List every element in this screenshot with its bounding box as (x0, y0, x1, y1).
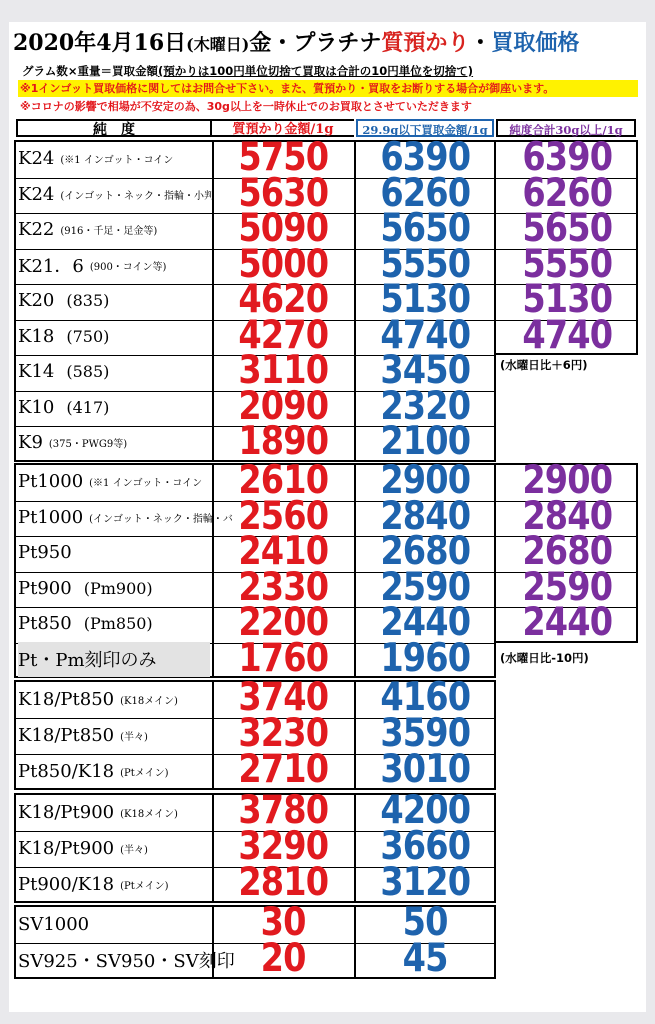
pawn-price-value: 3740 (238, 675, 328, 720)
pawn-price-value: 30 (260, 900, 306, 945)
pawn-price (213, 241, 353, 287)
purity-name: K24 (18, 183, 55, 205)
purity-label (18, 425, 210, 461)
large-buy-price (498, 600, 636, 645)
pawn-price-value: 5630 (238, 170, 328, 216)
buy-price-value: 5130 (380, 277, 470, 322)
large-buy-price (498, 206, 636, 251)
pawn-price (213, 529, 353, 574)
purity-detail: (Pm900) (83, 578, 153, 598)
purity-detail: (K18メイン) (120, 695, 178, 707)
purity-label (18, 794, 210, 830)
purity-detail: (417) (66, 397, 110, 417)
large-buy-price-value: 6390 (522, 135, 612, 180)
purity-detail: (半々) (120, 731, 148, 743)
pawn-price-value: 3780 (238, 788, 328, 833)
gold-change-memo: (水曜日比＋6円) (500, 358, 588, 372)
header-buy-small: 29.9g以下買取金額/1g (356, 119, 494, 137)
purity-name: K22 (18, 219, 55, 241)
buy-price-value: 2900 (380, 458, 470, 503)
buy-price (356, 206, 494, 251)
purity-name: K21．6 (18, 256, 84, 278)
pawn-price-value: 2560 (238, 493, 328, 539)
purity-label (18, 681, 210, 717)
pawn-price (213, 564, 353, 610)
purity-label (18, 212, 210, 248)
purity-label (18, 606, 210, 642)
large-buy-price (498, 277, 636, 322)
purity-name: K10 (18, 396, 55, 418)
large-buy-price-value: 5130 (522, 277, 612, 322)
buy-price-value: 3660 (380, 824, 470, 869)
pawn-price-value: 5090 (238, 206, 328, 251)
pawn-price (213, 936, 353, 981)
buy-price (356, 600, 494, 645)
purity-name: Pt1000 (18, 506, 84, 528)
pawn-price (213, 824, 353, 869)
purity-detail: (半々) (120, 844, 148, 856)
large-buy-price (498, 241, 636, 287)
buy-price-value: 2320 (380, 383, 470, 429)
formula-main: グラム数×重量＝買取金額 (22, 64, 159, 78)
pawn-price-value: 4270 (238, 312, 328, 358)
purity-detail: (Pm850) (83, 614, 153, 634)
buy-price (356, 348, 494, 393)
purity-label (18, 753, 210, 789)
purity-detail: (835) (66, 291, 110, 311)
purity-detail: (750) (66, 326, 110, 346)
title-weekday: (木曜日) (186, 35, 250, 54)
large-buy-price-value: 2840 (522, 493, 612, 539)
buy-price (356, 529, 494, 574)
combo900-row (16, 860, 640, 905)
purity-name: K18 (18, 325, 55, 347)
pawn-price-value: 2810 (238, 860, 328, 905)
purity-detail: (Ptメイン) (120, 880, 169, 892)
pawn-price-value: 3290 (238, 824, 328, 869)
purity-label (18, 141, 210, 177)
pawn-price (213, 600, 353, 645)
buy-price-value: 3450 (380, 348, 470, 393)
buy-price (356, 493, 494, 539)
buy-price (356, 635, 494, 681)
pawn-price (213, 348, 353, 393)
buy-price-value: 4160 (380, 675, 470, 720)
large-buy-price (498, 135, 636, 180)
buy-price (356, 458, 494, 503)
pawn-price (213, 788, 353, 833)
pawn-price (213, 493, 353, 539)
buy-price-value: 5550 (380, 241, 470, 287)
purity-label (18, 177, 215, 213)
buy-price-value: 2100 (380, 419, 470, 464)
purity-detail: (Ptメイン) (120, 767, 169, 779)
purity-name: K9 (18, 432, 43, 454)
purity-label (18, 642, 210, 678)
buy-price-value: 5650 (380, 206, 470, 251)
pawn-price-value: 20 (260, 936, 306, 981)
ingot-notice: ※1インゴット買取価格に関してはお問合せ下さい。また、質預かり・買取をお断りする場合が御座います。 (18, 80, 638, 97)
pawn-price-value: 5750 (238, 135, 328, 180)
large-buy-price (498, 312, 636, 358)
purity-detail: (※1 インゴット・コイン (60, 155, 174, 167)
page-title (13, 26, 633, 62)
purity-label (18, 464, 210, 500)
purity-name: K14 (18, 361, 55, 383)
purity-name: K18/Pt850 (18, 724, 115, 746)
purity-detail: (585) (66, 362, 110, 382)
pawn-price-value: 1760 (238, 635, 328, 681)
buy-price-value: 4740 (380, 312, 470, 358)
purity-label (18, 571, 210, 607)
large-buy-price (498, 458, 636, 503)
pawn-price (213, 711, 353, 756)
buy-price (356, 711, 494, 756)
buy-price-value: 4200 (380, 788, 470, 833)
large-buy-price (498, 564, 636, 610)
buy-price-value: 6390 (380, 135, 470, 180)
pawn-price-value: 2610 (238, 458, 328, 503)
title-date: 2020年4月16日 (13, 30, 187, 56)
purity-label (18, 390, 210, 426)
pawn-price-value: 1890 (238, 419, 328, 464)
buy-price (356, 900, 494, 945)
pawn-price (213, 135, 353, 180)
purity-name: K18/Pt900 (18, 837, 115, 859)
purity-name: Pt900/K18 (18, 873, 115, 895)
purity-detail: (K18メイン) (120, 808, 178, 820)
gold-row (16, 419, 640, 464)
pawn-price (213, 675, 353, 720)
buy-price-value: 2840 (380, 493, 470, 539)
buy-price-value: 1960 (380, 635, 470, 681)
combo850-row (16, 747, 640, 792)
purity-name: Pt850 (18, 613, 72, 635)
large-buy-price (498, 493, 636, 539)
purity-name: SV1000 (18, 913, 90, 935)
purity-label (18, 906, 210, 942)
pawn-price (213, 860, 353, 905)
pawn-price-value: 3230 (238, 711, 328, 756)
large-buy-price-value: 2590 (522, 564, 612, 610)
pawn-price (213, 383, 353, 429)
purity-label (18, 248, 210, 284)
header-buy-large: 純度合計30g以上/1g (496, 119, 636, 137)
pawn-price (213, 206, 353, 251)
large-buy-price-value: 6260 (522, 170, 612, 216)
purity-detail: (※1 インゴット・コイン (89, 478, 203, 490)
purity-detail: (900・コイン等) (89, 261, 167, 273)
buy-price (356, 936, 494, 981)
purity-detail: (インゴット・ネック・指輪・小判 (60, 190, 215, 202)
title-pawn: 質預かり (381, 30, 470, 56)
purity-name: K24 (18, 148, 55, 170)
buy-price-value: 45 (402, 936, 448, 981)
silver-row (16, 900, 640, 945)
buy-price (356, 135, 494, 180)
buy-price (356, 564, 494, 610)
pawn-price-value: 2090 (238, 383, 328, 429)
buy-price-value: 6260 (380, 170, 470, 216)
buy-price (356, 747, 494, 792)
purity-label (18, 830, 210, 866)
buy-price (356, 241, 494, 287)
large-buy-price-value: 2900 (522, 458, 612, 503)
purity-detail: (375・PWG9等) (48, 439, 128, 451)
buy-price-value: 2680 (380, 529, 470, 574)
formula-note: (預かりは100円単位切捨て買取は合計の10円単位を切捨て) (158, 64, 474, 78)
buy-price (356, 170, 494, 216)
purity-detail: (916・千足・足金等) (60, 226, 158, 238)
header-purity: 純 度 (16, 119, 212, 137)
pawn-price-value: 4620 (238, 277, 328, 322)
title-dot: ・ (469, 30, 492, 56)
purity-label (18, 942, 235, 978)
large-buy-price-value: 5550 (522, 241, 612, 287)
corona-notice: ※コロナの影響で相場が不安定の為、30g以上を一時休止でのお買取とさせていただきます (20, 100, 472, 113)
pawn-price (213, 419, 353, 464)
purity-name: Pt1000 (18, 471, 84, 493)
pawn-price (213, 458, 353, 503)
buy-price-value: 50 (402, 900, 448, 945)
buy-price (356, 312, 494, 358)
pawn-price (213, 277, 353, 322)
pawn-price (213, 900, 353, 945)
title-buy: 買取価格 (491, 30, 580, 56)
buy-price (356, 419, 494, 464)
buy-price-value: 3590 (380, 711, 470, 756)
large-buy-price (498, 170, 636, 216)
purity-label (18, 319, 210, 355)
pawn-price (213, 170, 353, 216)
purity-name: K18/Pt900 (18, 801, 115, 823)
large-buy-price-value: 2680 (522, 529, 612, 574)
purity-label (18, 354, 210, 390)
purity-label (18, 717, 210, 753)
purity-name: Pt900 (18, 577, 72, 599)
title-metal: 金・プラチナ (249, 30, 382, 56)
buy-price-value: 2440 (380, 600, 470, 645)
large-buy-price (498, 529, 636, 574)
buy-price (356, 824, 494, 869)
large-buy-price-value: 2440 (522, 600, 612, 645)
purity-name: Pt950 (18, 542, 72, 564)
buy-price (356, 277, 494, 322)
pawn-price-value: 2710 (238, 747, 328, 792)
buy-price (356, 860, 494, 905)
platinum-change-memo: (水曜日比-10円) (500, 651, 589, 665)
purity-label (18, 535, 210, 571)
formula-line (22, 63, 632, 79)
large-buy-price-value: 5650 (522, 206, 612, 251)
buy-price (356, 788, 494, 833)
pawn-price-value: 5000 (238, 241, 328, 287)
purity-name: Pt850/K18 (18, 760, 115, 782)
purity-name: K18/Pt850 (18, 688, 115, 710)
pawn-price-value: 3110 (238, 348, 328, 393)
pawn-price-value: 2410 (238, 529, 328, 574)
purity-label (18, 866, 210, 902)
silver-row (16, 936, 640, 981)
large-buy-price-value: 4740 (522, 312, 612, 358)
purity-label (18, 283, 210, 319)
buy-price-value: 3010 (380, 747, 470, 792)
pawn-price (213, 312, 353, 358)
header-pawn: 質預かり金額/1g (212, 119, 354, 137)
buy-price-value: 3120 (380, 860, 470, 905)
buy-price (356, 675, 494, 720)
buy-price (356, 383, 494, 429)
pawn-price (213, 635, 353, 681)
purity-name: K20 (18, 290, 55, 312)
pawn-price (213, 747, 353, 792)
purity-name: SV925・SV950・SV刻印 (18, 951, 235, 972)
purity-name: Pt・Pm刻印のみ (18, 650, 157, 672)
purity-label (18, 500, 233, 536)
purity-detail: (インゴット・ネック・指輪・バ (89, 513, 233, 525)
buy-price-value: 2590 (380, 564, 470, 610)
pawn-price-value: 2330 (238, 564, 328, 610)
pawn-price-value: 2200 (238, 600, 328, 645)
